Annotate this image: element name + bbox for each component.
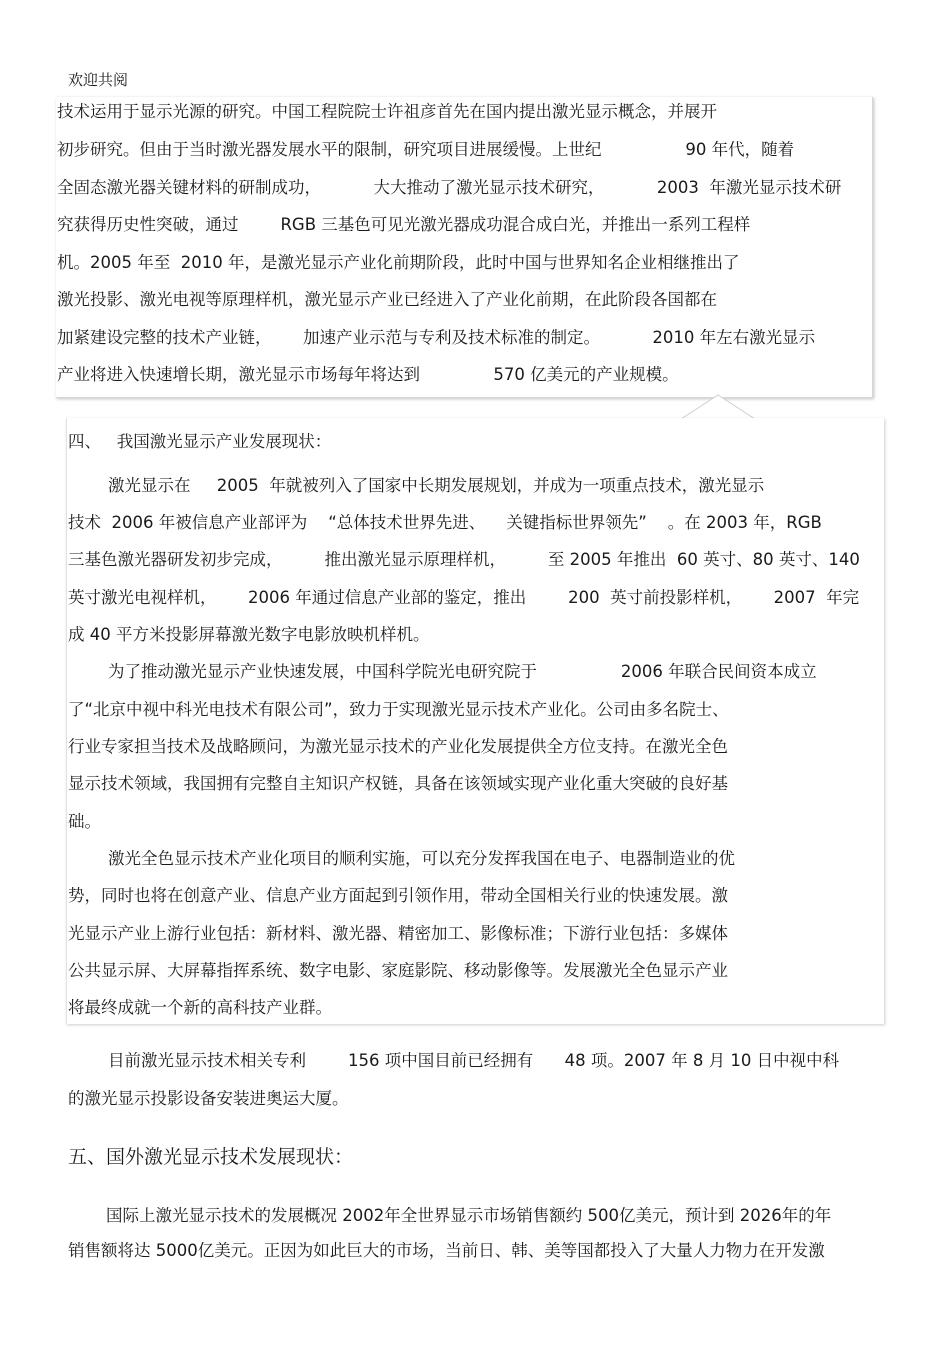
paragraph-line: 加紧建设完整的技术产业链， 加速产业示范与专利及技术标准的制定。 2010 年左右激光显示 — [57, 328, 816, 347]
paragraph-line: 成 40 平方米投影屏幕激光数字电影放映机样机。 — [68, 625, 430, 644]
paragraph-line: 行业专家担当技术及战略顾问，为激光显示技术的产业化发展提供全方位支持。在激光全色 — [68, 737, 728, 756]
paragraph-line: 将最终成就一个新的高科技产业群。 — [68, 998, 332, 1017]
paragraph-line: 机。2005 年至 2010 年，是激光显示产业化前期阶段，此时中国与世界知名企业相继推出了 — [57, 253, 740, 272]
paragraph-line: 激光全色显示技术产业化项目的顺利实施，可以充分发挥我国在电子、电器制造业的优 — [108, 849, 735, 868]
paragraph-line: 激光显示在 2005 年就被列入了国家中长期发展规划，并成为一项重点技术，激光显示 — [108, 476, 765, 495]
paragraph-line: 光显示产业上游行业包括：新材料、激光器、精密加工、影像标准；下游行业包括：多媒体 — [68, 924, 728, 943]
paragraph-line: 的激光显示投影设备安装进奥运大厦。 — [68, 1089, 349, 1108]
page-header: 欢迎共阅 — [68, 71, 129, 89]
paragraph-line: 全固态激光器关键材料的研制成功， 大大推动了激光显示技术研究， 2003 年激光显示技术研 — [57, 178, 842, 197]
paragraph-line: 销售额将达 5000亿美元。正因为如此巨大的市场，当前日、韩、美等国都投入了大量人力物力在开发激 — [68, 1241, 825, 1260]
paragraph-line: 三基色激光器研发初步完成， 推出激光显示原理样机， 至 2005 年推出 60 英寸、80 英寸、140 — [68, 550, 860, 569]
section-heading-5: 五、国外激光显示技术发展现状： — [68, 1146, 354, 1168]
paragraph-line: 英寸激光电视样机， 2006 年通过信息产业部的鉴定，推出 200 英寸前投影样机， 2007 年完 — [68, 588, 860, 607]
paragraph-line: 显示技术领域，我国拥有完整自主知识产权链，具备在该领域实现产业化重大突破的良好基 — [68, 774, 728, 793]
paragraph-line: 初步研究。但由于当时激光器发展水平的限制，研究项目进展缓慢。上世纪 90 年代，随着 — [57, 140, 795, 159]
paragraph-line: 产业将进入快速增长期，激光显示市场每年将达到 570 亿美元的产业规模。 — [57, 365, 679, 384]
paragraph-line: 究获得历史性突破，通过 RGB 三基色可见光激光器成功混合成白光，并推出一系列工程样 — [57, 215, 751, 234]
callout-pointer-icon — [678, 393, 758, 421]
paragraph-line: 公共显示屏、大屏幕指挥系统、数字电影、家庭影院、移动影像等。发展激光全色显示产业 — [68, 961, 728, 980]
paragraph-line: 目前激光显示技术相关专利 156 项中国目前已经拥有 48 项。2007 年 8 月 10 日中视中科 — [108, 1051, 840, 1070]
paragraph-line: 了“北京中视中科光电技术有限公司”，致力于实现激光显示技术产业化。公司由多名院士、 — [68, 700, 729, 719]
paragraph-line: 技术 2006 年被信息产业部评为 “总体技术世界先进、 关键指标世界领先” 。在 2003 年，RGB — [68, 513, 822, 532]
paragraph-line: 国际上激光显示技术的发展概况 2002年全世界显示市场销售额约 500亿美元，预计到 2026年的年 — [106, 1206, 832, 1225]
paragraph-line: 势，同时也将在创意产业、信息产业方面起到引领作用，带动全国相关行业的快速发展。激 — [68, 886, 728, 905]
paragraph-line: 为了推动激光显示产业快速发展，中国科学院光电研究院于 2006 年联合民间资本成立 — [108, 662, 817, 681]
paragraph-line: 础。 — [68, 812, 101, 831]
section-heading-4: 四、 我国激光显示产业发展现状： — [68, 432, 332, 451]
paragraph-line: 激光投影、激光电视等原理样机，激光显示产业已经进入了产业化前期，在此阶段各国都在 — [57, 290, 717, 309]
paragraph-line: 技术运用于显示光源的研究。中国工程院院士许祖彦首先在国内提出激光显示概念，并展开 — [57, 102, 717, 121]
